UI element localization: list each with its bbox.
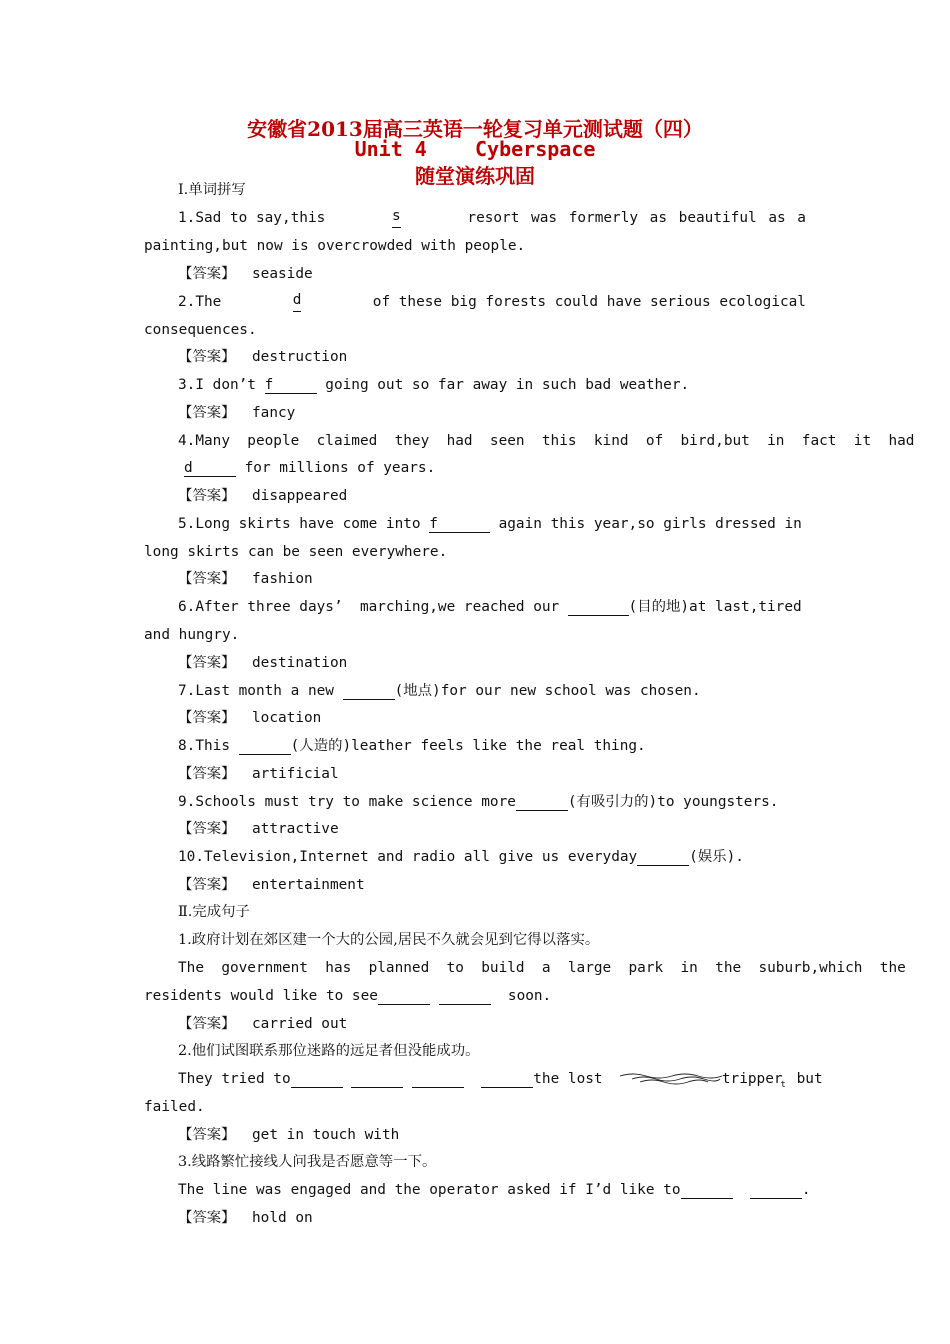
answer-label: 【答案】 xyxy=(178,266,236,282)
answer-blank xyxy=(750,1182,802,1199)
answer-label: 【答案】 xyxy=(178,766,236,782)
answer-label: 【答案】 xyxy=(178,571,236,587)
sentence-1-english-line2: residents would like to see soon. xyxy=(144,988,552,1004)
question-2-line1: 2.The d of these big forests could have serious ecological xyxy=(178,292,806,310)
answer-5: 【答案】 fashion xyxy=(178,571,313,587)
sentence-1-chinese: 1.政府计划在郊区建一个大的公园,居民不久就会见到它得以落实。 xyxy=(178,932,600,948)
answer-blank xyxy=(343,683,395,700)
section2-heading: Ⅱ.完成句子 xyxy=(178,904,250,920)
answer-2: 【答案】 destruction xyxy=(178,349,348,365)
answer-blank xyxy=(239,738,291,755)
answer-blank: d xyxy=(293,292,302,312)
answer-label: 【答案】 xyxy=(178,655,236,671)
question-1-line1: 1.Sad to say,this s resort was formerly as beautiful as a xyxy=(178,208,806,226)
answer-blank xyxy=(291,1071,343,1088)
answer-label: 【答案】 xyxy=(178,877,236,893)
answer-label: 【答案】 xyxy=(178,349,236,365)
answer-label: 【答案】 xyxy=(178,821,236,837)
question-5-line2: long skirts can be seen everywhere. xyxy=(144,544,448,560)
answer-blank: s xyxy=(392,208,401,228)
section-subtitle: 随堂演练巩固 xyxy=(415,164,535,188)
answer-blank xyxy=(681,1182,733,1199)
answer-blank xyxy=(351,1071,403,1088)
answer-label: 【答案】 xyxy=(178,1127,236,1143)
sentence-answer-2: 【答案】 get in touch with xyxy=(178,1127,400,1143)
sentence-3-chinese: 3.线路繁忙接线人问我是否愿意等一下。 xyxy=(178,1154,437,1170)
answer-label: 【答案】 xyxy=(178,1016,236,1032)
answer-label: 【答案】 xyxy=(178,710,236,726)
answer-blank xyxy=(412,1071,464,1088)
answer-7: 【答案】 location xyxy=(178,710,322,726)
answer-blank xyxy=(481,1071,533,1088)
answer-blank xyxy=(568,599,629,616)
question-4-line2: d for millions of years. xyxy=(184,460,436,476)
question-7: 7.Last month a new (地点)for our new school was chosen. xyxy=(178,683,701,699)
sentence-2-chinese: 2.他们试图联系那位迷路的远足者但没能成功。 xyxy=(178,1043,480,1059)
sentence-1-english-line1: The government has planned to build a large park in the suburb,which the xyxy=(178,960,906,976)
question-6-line1: 6.After three days’ marching,we reached our (目的地)at last,tired xyxy=(178,599,802,615)
question-2-line2: consequences. xyxy=(144,322,257,338)
answer-label: 【答案】 xyxy=(178,1210,236,1226)
answer-9: 【答案】 attractive xyxy=(178,821,339,837)
answer-4: 【答案】 disappeared xyxy=(178,488,348,504)
answer-3: 【答案】 fancy xyxy=(178,405,296,421)
question-4-line1: 4.Many people claimed they had seen this kind of bird,but in fact it had xyxy=(178,433,915,449)
answer-label: 【答案】 xyxy=(178,488,236,504)
question-3: 3.I don’t f going out so far away in such bad weather. xyxy=(178,377,690,393)
answer-6: 【答案】 destination xyxy=(178,655,348,671)
sentence-2-english-line1: They tried to the lost tripper$_t$ but xyxy=(178,1071,823,1090)
sentence-2-english-line2: failed. xyxy=(144,1099,205,1115)
section1-heading: Ⅰ.单词拼写 xyxy=(178,182,246,198)
answer-label: 【答案】 xyxy=(178,405,236,421)
unit-title: Unit 4 Cyberspace xyxy=(354,137,596,161)
answer-10: 【答案】 entertainment xyxy=(178,877,365,893)
question-8: 8.This (人造的)leather feels like the real thing. xyxy=(178,738,646,754)
wavy-underline-mark xyxy=(620,1072,722,1086)
question-1-line2: painting,but now is overcrowded with people. xyxy=(144,238,526,254)
answer-blank xyxy=(439,988,491,1005)
answer-blank xyxy=(516,794,568,811)
document-title: 安徽省2013届高三英语一轮复习单元测试题（四） xyxy=(247,117,703,141)
question-5-line1: 5.Long skirts have come into f again this year,so girls dressed in xyxy=(178,516,802,532)
answer-blank xyxy=(378,988,430,1005)
answer-1: 【答案】 seaside xyxy=(178,266,313,282)
answer-blank: f xyxy=(429,516,490,532)
sentence-answer-3: 【答案】 hold on xyxy=(178,1210,313,1226)
question-6-line2: and hungry. xyxy=(144,627,240,643)
answer-blank: d xyxy=(184,460,236,476)
answer-blank: f xyxy=(264,377,317,393)
answer-blank xyxy=(637,849,689,866)
answer-8: 【答案】 artificial xyxy=(178,766,339,782)
sentence-3-english: The line was engaged and the operator asked if I’d like to . xyxy=(178,1182,811,1198)
question-10: 10.Television,Internet and radio all give us everyday (娱乐). xyxy=(178,849,744,865)
question-9: 9.Schools must try to make science more (有吸引力的)to youngsters. xyxy=(178,794,779,810)
sentence-answer-1: 【答案】 carried out xyxy=(178,1016,348,1032)
